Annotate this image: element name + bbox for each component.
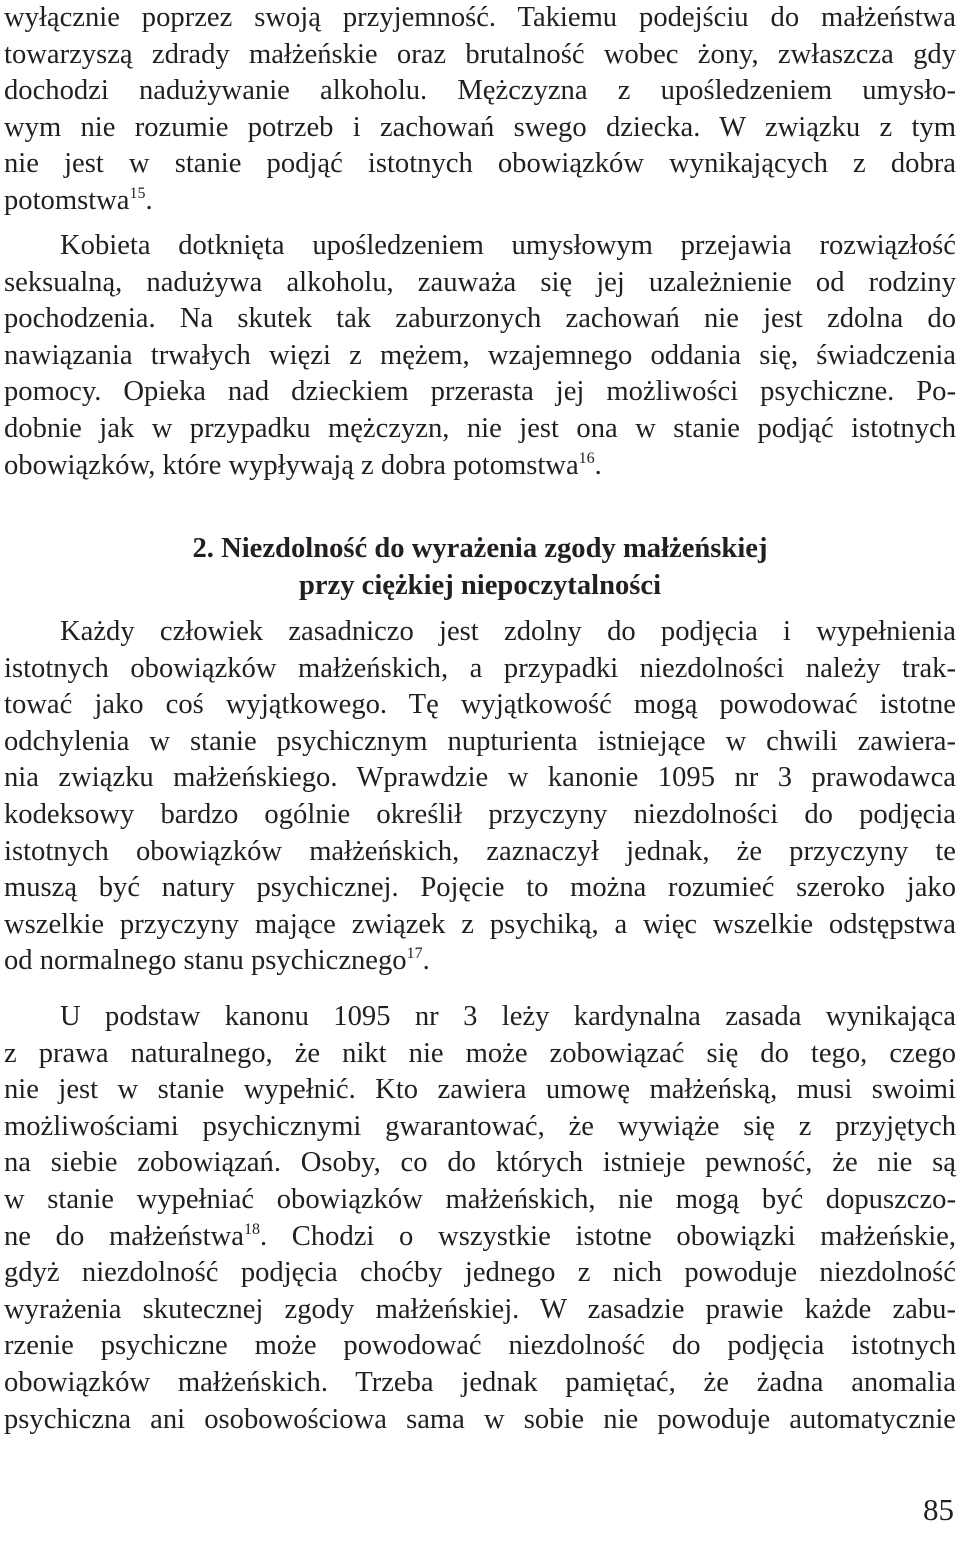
line-text: potomstwa xyxy=(4,184,130,216)
text-line xyxy=(4,448,956,485)
footnote-ref: 15 xyxy=(129,184,146,202)
text-line: U podstaw kanonu 1095 nr 3 leży kardynalna zasada wynikająca xyxy=(60,1001,956,1032)
line-text: . Chodzi o wszystkie istotne obowiązki małżeńskie, xyxy=(259,1220,956,1252)
text-line: psychiczna ani osobowościowa sama w sobie nie powoduje automatycznie xyxy=(4,1403,956,1435)
text-line: wszelkie przyczyny mające związek z psychiką, a więc wszelkie odstępstwa xyxy=(4,908,956,940)
text-line: nie jest w stanie wypełnić. Kto zawiera umowę małżeńską, musi swoimi xyxy=(4,1074,956,1106)
text-line: odchylenia w stanie psychicznym nupturienta istniejące w chwili zawiera- xyxy=(4,725,956,757)
section-heading-line: przy ciężkiej niepoczytalności xyxy=(298,569,662,601)
text-line: wym nie rozumie potrzeb i zachowań swego dziecka. W związku z tym xyxy=(4,111,956,143)
section-heading-line: 2. Niezdolność do wyrażenia zgody małżeńskiej xyxy=(192,533,768,564)
line-text: ne do małżeństwa xyxy=(4,1220,244,1252)
text-line: kodeksowy bardzo ogólnie określił przyczyny niezdolności do podjęcia xyxy=(4,798,956,830)
page-number: 85 xyxy=(923,1492,954,1527)
text-line xyxy=(4,1219,956,1256)
line-end: . xyxy=(145,184,153,216)
text-line: Kobieta dotknięta upośledzeniem umysłowym przejawia rozwiązłość xyxy=(60,230,956,261)
text-line: seksualną, nadużywa alkoholu, zauważa się jej uzależnienie od rodziny xyxy=(4,266,956,298)
line-text: obowiązków, które wypływają z dobra potomstwa xyxy=(4,449,579,481)
text-line: dobnie jak w przypadku mężczyzn, nie jest ona w stanie podjąć istotnych xyxy=(4,412,956,444)
paragraph-every-man xyxy=(4,614,956,980)
footnote-ref: 16 xyxy=(578,449,595,467)
footnote-ref: 17 xyxy=(406,945,423,963)
text-line: Każdy człowiek zasadniczo jest zdolny do podjęcia i wypełnienia xyxy=(60,616,956,647)
text-line: obowiązków małżeńskich. Trzeba jednak pamiętać, że żadna anomalia xyxy=(4,1366,956,1398)
text-line xyxy=(4,183,956,220)
text-line: pomocy. Opieka nad dzieckiem przerasta jej możliwości psychiczne. Po- xyxy=(4,376,956,408)
text-line: gdyż niezdolność podjęcia choćby jednego z nich powoduje niezdolność xyxy=(4,1257,956,1289)
text-line: nawiązania trwałych więzi z mężem, wzajemnego oddania się, świadczenia xyxy=(4,339,956,371)
line-end: . xyxy=(422,945,430,977)
text-line: dochodzi nadużywanie alkoholu. Mężczyzna z upośledzeniem umysło- xyxy=(4,75,956,107)
line-text: od normalnego stanu psychicznego xyxy=(4,945,407,977)
text-line: nie jest w stanie podjąć istotnych obowiązków wynikających z dobra xyxy=(4,148,956,180)
text-line: muszą być natury psychicznej. Pojęcie to można rozumieć szeroko jako xyxy=(4,872,956,904)
text-line: możliwościami psychicznymi gwarantować, że wywiąże się z przyjętych xyxy=(4,1110,956,1142)
text-line: nia związku małżeńskiego. Wprawdzie w kanonie 1095 nr 3 prawodawca xyxy=(4,762,956,794)
text-line: towarzyszą zdrady małżeńskie oraz brutalność wobec żony, zwłaszcza gdy xyxy=(4,38,956,70)
paragraph-woman xyxy=(4,228,956,484)
text-line: w stanie wypełniać obowiązków małżeńskich, nie mogą być dopuszczo- xyxy=(4,1183,956,1215)
paragraph-continued xyxy=(4,0,956,220)
text-line: rzenie psychiczne może powodować niezdolność do podjęcia istotnych xyxy=(4,1330,956,1362)
text-line xyxy=(4,943,956,980)
paragraph-canon xyxy=(4,999,956,1438)
text-line: istotnych obowiązków małżeńskich, a przypadki niezdolności należy trak- xyxy=(4,652,956,684)
line-end: . xyxy=(594,449,602,481)
section-heading xyxy=(0,531,960,604)
text-line: wyrażenia skutecznej zgody małżeńskiej. W zasadzie prawie każde zabu- xyxy=(4,1293,956,1325)
text-line: pochodzenia. Na skutek tak zaburzonych zachowań nie jest zdolna do xyxy=(4,303,956,335)
text-line: wyłącznie poprzez swoją przyjemność. Takiemu podejściu do małżeństwa xyxy=(4,2,956,33)
footnote-ref: 18 xyxy=(243,1220,260,1238)
text-line: tować jako coś wyjątkowego. Tę wyjątkowość mogą powodować istotne xyxy=(4,689,956,721)
text-line: z prawa naturalnego, że nikt nie może zobowiązać się do tego, czego xyxy=(4,1037,956,1069)
text-line: istotnych obowiązków małżeńskich, zaznaczył jednak, że przyczyny te xyxy=(4,835,956,867)
text-line: na siebie zobowiązań. Osoby, co do których istnieje pewność, że nie są xyxy=(4,1147,956,1179)
